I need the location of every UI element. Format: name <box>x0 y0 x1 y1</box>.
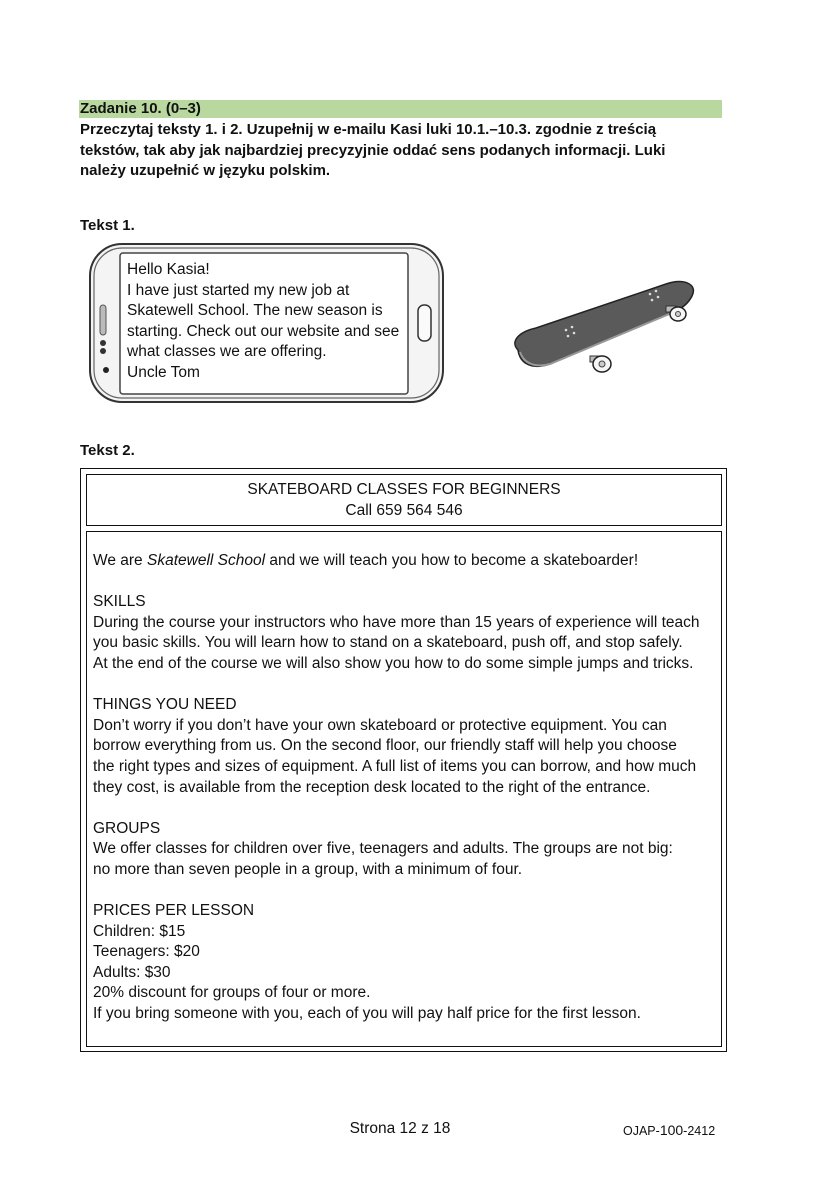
instruction-line: tekstów, tak aby jak najbardziej precyzyjnie oddać sens podanych informacji. Luki <box>80 141 666 159</box>
instruction-line: Przeczytaj teksty 1. i 2. Uzupełnij w e-mailu Kasi luki 10.1.–10.3. zgodnie z treścią <box>80 121 657 138</box>
phone-message <box>121 254 406 392</box>
things-line: they cost, is available from the reception desk located to the right of the entrance. <box>93 778 651 796</box>
things-heading: THINGS YOU NEED <box>93 696 237 714</box>
advert-title-box <box>86 474 722 526</box>
task-instructions <box>80 120 730 182</box>
exam-code-part: OJAP- <box>623 1124 660 1138</box>
message-line: Hello Kasia! <box>127 261 210 278</box>
intro-text: We are <box>93 552 147 569</box>
text2-label: Tekst 2. <box>80 442 135 459</box>
things-line: Don’t worry if you don’t have your own skateboard or protective equipment. You can <box>93 716 667 734</box>
skills-line: you basic skills. You will learn how to stand on a skateboard, push off, and stop safely. <box>93 634 683 652</box>
message-line: I have just started my new job at <box>127 281 350 299</box>
exam-code-part: -2412 <box>683 1124 716 1138</box>
groups-line: no more than seven people in a group, with a minimum of four. <box>93 860 523 878</box>
advert-content <box>86 531 722 1047</box>
advert-title: SKATEBOARD CLASSES FOR BEGINNERS <box>247 481 561 498</box>
message-line: what classes we are offering. <box>127 343 327 361</box>
price-line: Children: $15 <box>93 922 186 940</box>
page-number: Strona 12 z 18 <box>349 1120 451 1137</box>
speaker-grille-icon <box>100 305 106 335</box>
skateboard-illustration <box>506 272 706 382</box>
price-line: Adults: $30 <box>93 963 171 981</box>
price-line: 20% discount for groups of four or more. <box>93 984 371 1002</box>
advert-phone: Call 659 564 546 <box>345 501 463 519</box>
price-line: Teenagers: $20 <box>93 943 200 961</box>
prices-heading: PRICES PER LESSON <box>93 902 255 920</box>
things-line: the right types and sizes of equipment. A full list of items you can borrow, and how much <box>93 757 697 775</box>
price-line: If you bring someone with you, each of you will pay half price for the first lesson. <box>93 1005 641 1023</box>
sensor-icon <box>100 348 106 354</box>
things-line: borrow everything from us. On the second floor, our friendly staff will help you choose <box>93 737 677 755</box>
advert-intro <box>93 551 721 572</box>
groups-heading: GROUPS <box>93 819 161 837</box>
text1-label: Tekst 1. <box>80 217 135 234</box>
home-button-icon <box>418 305 431 341</box>
school-name: Skatewell School <box>147 552 266 569</box>
instruction-line: należy uzupełnić w języku polskim. <box>80 162 331 179</box>
skills-line: At the end of the course we will also show you how to do some simple jumps and tricks. <box>93 654 694 672</box>
exam-code <box>623 1122 715 1138</box>
message-line: starting. Check out our website and see <box>127 322 400 340</box>
intro-text: and we will teach you how to become a skateboarder! <box>265 552 639 569</box>
task-header: Zadanie 10. (0–3) <box>79 100 722 118</box>
message-line: Skatewell School. The new season is <box>127 302 383 320</box>
groups-line: We offer classes for children over five, teenagers and adults. The groups are not big: <box>93 840 673 858</box>
camera-icon <box>100 340 106 346</box>
skills-heading: SKILLS <box>93 593 146 611</box>
skills-line: During the course your instructors who have more than 15 years of experience will teach <box>93 613 700 631</box>
front-sensor-icon <box>103 367 109 373</box>
exam-code-part: 100 <box>659 1122 684 1138</box>
message-line: Uncle Tom <box>127 363 200 381</box>
